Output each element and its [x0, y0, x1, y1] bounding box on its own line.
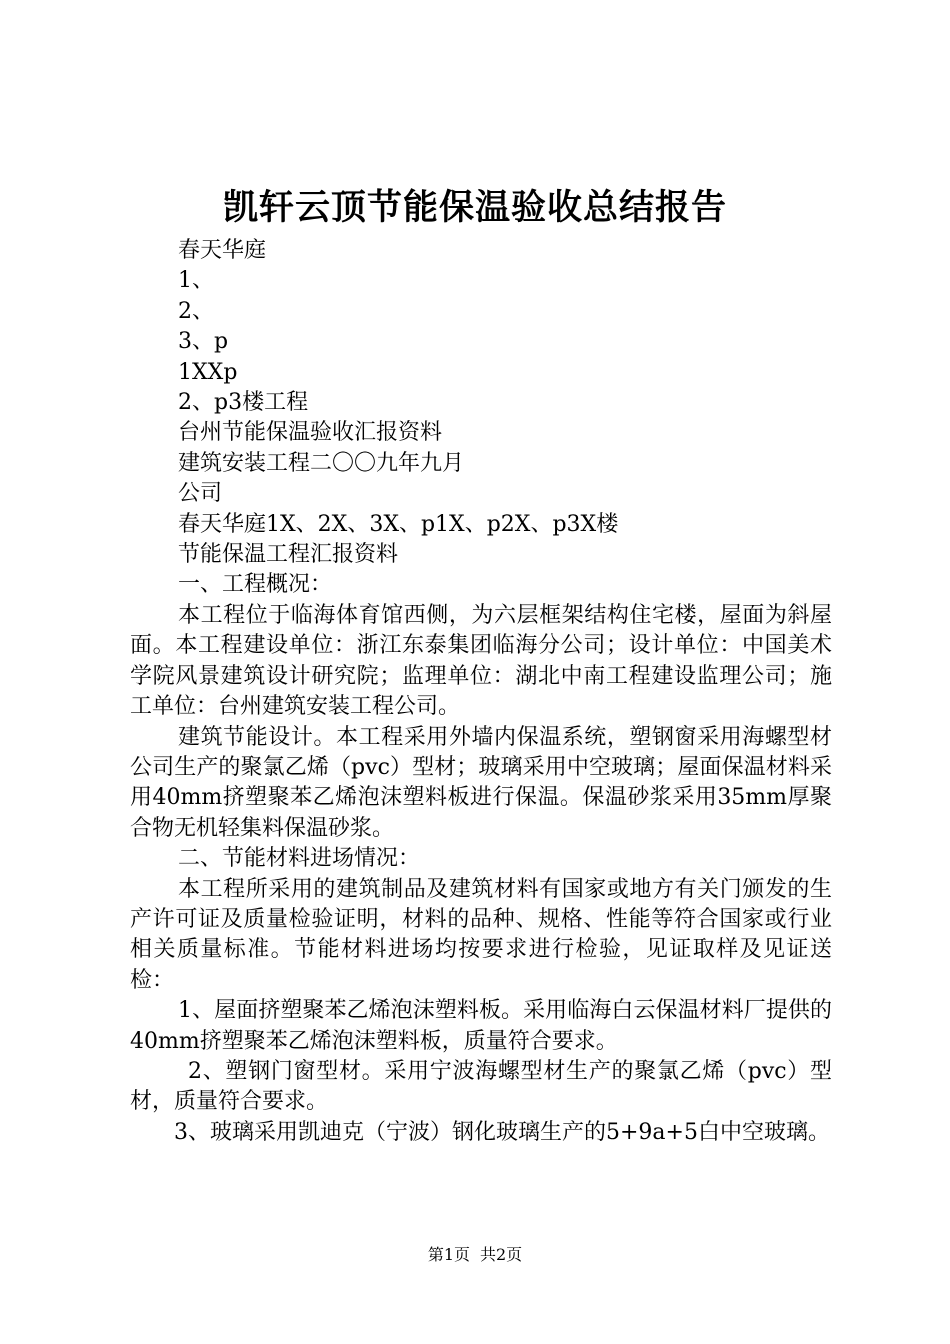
page-total: 共2页	[480, 1245, 523, 1264]
document-title: 凯轩云顶节能保温验收总结报告	[222, 187, 727, 228]
page-number: 第1页	[427, 1245, 470, 1264]
section-heading: 一、工程概况：	[178, 572, 333, 598]
text-line: 2、p3楼工程	[178, 390, 309, 416]
paragraph-materials: 本工程所采用的建筑制品及建筑材料有国家或地方有关门颁发的生产许可证及质量检验证明，材料的品种、规格、性能等符合国家或行业相关质量标准。节能材料进场均按要求进行检验，见证取样及见证送检：	[130, 876, 832, 993]
list-item: 1、屋面挤塑聚苯乙烯泡沫塑料板。采用临海白云保温材料厂提供的40mm挤塑聚苯乙烯泡沫塑料板，质量符合要求。	[130, 998, 832, 1054]
paragraph-design: 建筑节能设计。本工程采用外墙内保温系统，塑钢窗采用海螺型材公司生产的聚氯乙烯（pvc）型材；玻璃采用中空玻璃；屋面保温材料采用40mm挤塑聚苯乙烯泡沫塑料板进行保温。保温砂浆采用35mm厚聚合物无机轻集料保温砂浆。	[130, 724, 832, 841]
paragraph-overview: 本工程位于临海体育馆西侧，为六层框架结构住宅楼，屋面为斜屋面。本工程建设单位：浙江东泰集团临海分公司；设计单位：中国美术学院风景建筑设计研究院；监理单位：湖北中南工程建设监理公司；施工单位：台州建筑安装工程公司。	[130, 602, 832, 720]
text-line: 台州节能保温验收汇报资料	[178, 420, 443, 446]
text-line: 节能保温工程汇报资料	[178, 542, 399, 568]
document-body	[130, 236, 832, 1148]
text-line: 1XXp	[178, 359, 238, 385]
list-item: 3、玻璃采用凯迪克（宁波）钢化玻璃生产的5+9a+5白中空玻璃。	[174, 1119, 830, 1145]
text-line: 春天华庭1X、2X、3X、p1X、p2X、p3X楼	[178, 511, 619, 537]
text-line: 3、p	[178, 329, 229, 355]
text-line: 公司	[178, 481, 223, 507]
page-footer	[0, 1243, 950, 1267]
text-line: 1、	[178, 268, 214, 294]
text-line: 建筑安装工程二〇〇九年九月	[178, 450, 465, 476]
text-line: 2、	[178, 298, 214, 324]
text-line: 春天华庭	[178, 238, 267, 263]
section-heading: 二、节能材料进场情况：	[178, 846, 421, 872]
list-item: 2、塑钢门窗型材。采用宁波海螺型材生产的聚氯乙烯（pvc）型材，质量符合要求。	[130, 1058, 832, 1115]
